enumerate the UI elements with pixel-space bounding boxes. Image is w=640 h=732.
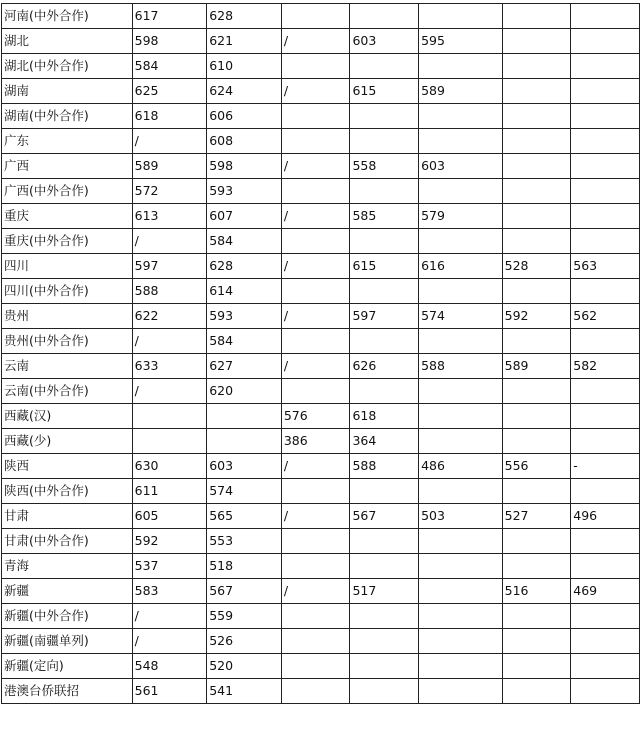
score-cell (281, 554, 350, 579)
table-row (2, 104, 640, 129)
score-cell: 574 (419, 304, 503, 329)
table-row (2, 79, 640, 104)
score-cell: / (281, 154, 350, 179)
score-cell (571, 154, 640, 179)
score-cell (502, 404, 571, 429)
score-cell (502, 104, 571, 129)
score-cell: 583 (132, 579, 207, 604)
table-row (2, 304, 640, 329)
table-row (2, 254, 640, 279)
score-cell (571, 179, 640, 204)
score-cell (350, 654, 419, 679)
table-row (2, 179, 640, 204)
score-cell: / (281, 454, 350, 479)
score-cell (350, 679, 419, 704)
score-cell (502, 29, 571, 54)
score-cell: 592 (502, 304, 571, 329)
table-row (2, 504, 640, 529)
score-cell: 553 (207, 529, 282, 554)
table-row (2, 279, 640, 304)
score-cell: 614 (207, 279, 282, 304)
table-row (2, 204, 640, 229)
score-cell: / (281, 254, 350, 279)
region-cell: 新疆 (2, 579, 133, 604)
score-cell (281, 529, 350, 554)
score-cell (350, 604, 419, 629)
score-cell: 626 (350, 354, 419, 379)
score-cell (571, 604, 640, 629)
region-cell: 新疆(南疆单列) (2, 629, 133, 654)
region-cell: 西藏(少) (2, 429, 133, 454)
score-cell: 469 (571, 579, 640, 604)
region-cell: 甘肃 (2, 504, 133, 529)
score-cell: 603 (350, 29, 419, 54)
score-cell: 582 (571, 354, 640, 379)
score-cell: 584 (207, 329, 282, 354)
region-cell: 重庆 (2, 204, 133, 229)
score-cell: 613 (132, 204, 207, 229)
score-cell: 630 (132, 454, 207, 479)
score-cell: 558 (350, 154, 419, 179)
score-cell: 593 (207, 304, 282, 329)
region-cell: 云南 (2, 354, 133, 379)
score-cell: 563 (571, 254, 640, 279)
score-cell: 593 (207, 179, 282, 204)
region-cell: 河南(中外合作) (2, 4, 133, 29)
table-row (2, 29, 640, 54)
score-cell: 620 (207, 379, 282, 404)
score-cell: / (281, 79, 350, 104)
table-row (2, 479, 640, 504)
score-cell (571, 104, 640, 129)
score-cell: 624 (207, 79, 282, 104)
score-cell: 615 (350, 254, 419, 279)
score-cell: / (281, 304, 350, 329)
score-cell (502, 429, 571, 454)
score-cell (132, 404, 207, 429)
score-cell: 607 (207, 204, 282, 229)
table-row (2, 404, 640, 429)
score-cell (281, 329, 350, 354)
score-cell (419, 129, 503, 154)
score-cell: 562 (571, 304, 640, 329)
score-cell (571, 129, 640, 154)
score-cell: 589 (419, 79, 503, 104)
table-row (2, 429, 640, 454)
score-cell: 567 (350, 504, 419, 529)
score-cell: / (132, 129, 207, 154)
score-table-body (2, 4, 640, 704)
table-row (2, 454, 640, 479)
region-cell: 湖南 (2, 79, 133, 104)
score-cell: 605 (132, 504, 207, 529)
score-cell: 386 (281, 429, 350, 454)
table-row (2, 329, 640, 354)
score-cell: 617 (132, 4, 207, 29)
score-cell (419, 579, 503, 604)
score-cell: 548 (132, 654, 207, 679)
score-cell (571, 279, 640, 304)
score-cell (502, 204, 571, 229)
score-cell (350, 129, 419, 154)
score-cell (281, 4, 350, 29)
score-cell (571, 654, 640, 679)
score-cell: 608 (207, 129, 282, 154)
score-cell (571, 479, 640, 504)
score-cell: 615 (350, 79, 419, 104)
score-cell: 579 (419, 204, 503, 229)
score-cell: 592 (132, 529, 207, 554)
region-cell: 甘肃(中外合作) (2, 529, 133, 554)
table-row (2, 679, 640, 704)
score-cell (502, 279, 571, 304)
score-cell (502, 154, 571, 179)
score-cell: 618 (350, 404, 419, 429)
score-cell (419, 429, 503, 454)
score-cell: / (132, 604, 207, 629)
table-row (2, 354, 640, 379)
score-cell (281, 679, 350, 704)
score-cell: / (281, 354, 350, 379)
table-row (2, 529, 640, 554)
region-cell: 四川(中外合作) (2, 279, 133, 304)
score-cell: 597 (350, 304, 419, 329)
table-row (2, 4, 640, 29)
score-cell: 589 (132, 154, 207, 179)
score-cell (281, 229, 350, 254)
region-cell: 重庆(中外合作) (2, 229, 133, 254)
score-cell: 588 (132, 279, 207, 304)
score-cell (350, 4, 419, 29)
score-cell: 561 (132, 679, 207, 704)
score-cell (502, 129, 571, 154)
score-cell (571, 4, 640, 29)
score-cell (350, 279, 419, 304)
region-cell: 陕西(中外合作) (2, 479, 133, 504)
score-cell (502, 379, 571, 404)
score-cell (571, 429, 640, 454)
score-cell (502, 654, 571, 679)
score-cell: 528 (502, 254, 571, 279)
score-cell: / (281, 504, 350, 529)
score-cell (350, 104, 419, 129)
score-cell (502, 679, 571, 704)
region-cell: 贵州 (2, 304, 133, 329)
score-cell (571, 679, 640, 704)
region-cell: 贵州(中外合作) (2, 329, 133, 354)
region-cell: 港澳台侨联招 (2, 679, 133, 704)
table-row (2, 54, 640, 79)
score-cell (419, 279, 503, 304)
score-cell (419, 4, 503, 29)
score-cell (571, 529, 640, 554)
score-cell (350, 529, 419, 554)
score-cell: 622 (132, 304, 207, 329)
score-cell: 556 (502, 454, 571, 479)
region-cell: 西藏(汉) (2, 404, 133, 429)
score-cell (281, 654, 350, 679)
table-row (2, 604, 640, 629)
score-cell (571, 329, 640, 354)
score-cell: 364 (350, 429, 419, 454)
region-cell: 湖北 (2, 29, 133, 54)
score-cell (419, 329, 503, 354)
score-cell: 574 (207, 479, 282, 504)
score-cell: 537 (132, 554, 207, 579)
score-cell: 496 (571, 504, 640, 529)
score-cell (571, 54, 640, 79)
score-cell: 526 (207, 629, 282, 654)
score-cell: 541 (207, 679, 282, 704)
score-cell: 518 (207, 554, 282, 579)
score-cell: 520 (207, 654, 282, 679)
region-cell: 青海 (2, 554, 133, 579)
score-cell (502, 79, 571, 104)
score-cell: 597 (132, 254, 207, 279)
score-cell (419, 54, 503, 79)
score-cell (502, 179, 571, 204)
score-cell (281, 379, 350, 404)
score-cell: 584 (132, 54, 207, 79)
score-cell: / (281, 204, 350, 229)
score-cell: - (571, 454, 640, 479)
score-cell: 585 (350, 204, 419, 229)
score-cell: 606 (207, 104, 282, 129)
score-cell: 627 (207, 354, 282, 379)
score-cell (350, 329, 419, 354)
score-cell (350, 179, 419, 204)
score-cell: 595 (419, 29, 503, 54)
score-cell: 559 (207, 604, 282, 629)
score-cell: 516 (502, 579, 571, 604)
score-cell (571, 204, 640, 229)
region-cell: 广东 (2, 129, 133, 154)
score-cell: 503 (419, 504, 503, 529)
score-cell (281, 629, 350, 654)
score-cell (281, 54, 350, 79)
table-row (2, 129, 640, 154)
score-cell: 565 (207, 504, 282, 529)
score-cell: 628 (207, 254, 282, 279)
score-cell (502, 229, 571, 254)
score-cell (502, 54, 571, 79)
table-row (2, 379, 640, 404)
score-cell (571, 229, 640, 254)
score-cell (571, 79, 640, 104)
score-cell (571, 554, 640, 579)
score-cell (571, 629, 640, 654)
score-cell: / (132, 629, 207, 654)
score-cell (419, 404, 503, 429)
table-row (2, 229, 640, 254)
table-row (2, 654, 640, 679)
region-cell: 新疆(定向) (2, 654, 133, 679)
score-cell: 584 (207, 229, 282, 254)
score-cell: 567 (207, 579, 282, 604)
score-cell (350, 554, 419, 579)
score-cell (419, 679, 503, 704)
score-cell (419, 554, 503, 579)
score-cell: 589 (502, 354, 571, 379)
score-cell (350, 479, 419, 504)
score-cell (281, 104, 350, 129)
table-row (2, 554, 640, 579)
score-cell: 633 (132, 354, 207, 379)
score-cell (502, 329, 571, 354)
score-cell (419, 604, 503, 629)
score-cell (419, 629, 503, 654)
score-cell (350, 229, 419, 254)
score-cell (207, 429, 282, 454)
score-cell (350, 379, 419, 404)
table-row (2, 629, 640, 654)
score-cell (281, 604, 350, 629)
score-cell (419, 179, 503, 204)
score-cell (281, 479, 350, 504)
score-cell (502, 529, 571, 554)
score-cell: 576 (281, 404, 350, 429)
score-cell: 598 (132, 29, 207, 54)
score-cell (419, 654, 503, 679)
score-cell: 618 (132, 104, 207, 129)
score-cell: 527 (502, 504, 571, 529)
score-cell: 611 (132, 479, 207, 504)
score-cell: 588 (419, 354, 503, 379)
score-cell: 616 (419, 254, 503, 279)
score-cell (350, 54, 419, 79)
score-cell: / (132, 229, 207, 254)
score-cell: 603 (419, 154, 503, 179)
table-row (2, 579, 640, 604)
region-cell: 广西(中外合作) (2, 179, 133, 204)
score-cell: 598 (207, 154, 282, 179)
region-cell: 广西 (2, 154, 133, 179)
region-cell: 四川 (2, 254, 133, 279)
region-cell: 陕西 (2, 454, 133, 479)
score-cell (281, 129, 350, 154)
score-cell: 603 (207, 454, 282, 479)
score-cell (502, 479, 571, 504)
score-cell (419, 379, 503, 404)
score-cell: / (281, 579, 350, 604)
score-cell (502, 604, 571, 629)
score-cell (207, 404, 282, 429)
region-cell: 湖北(中外合作) (2, 54, 133, 79)
score-table (1, 3, 640, 704)
score-cell (419, 529, 503, 554)
score-cell: 625 (132, 79, 207, 104)
score-cell (419, 229, 503, 254)
region-cell: 新疆(中外合作) (2, 604, 133, 629)
score-cell (419, 104, 503, 129)
table-row (2, 154, 640, 179)
score-cell (571, 404, 640, 429)
score-cell (502, 629, 571, 654)
score-cell: 486 (419, 454, 503, 479)
score-cell: / (281, 29, 350, 54)
score-cell: 572 (132, 179, 207, 204)
score-cell (281, 179, 350, 204)
score-cell: 610 (207, 54, 282, 79)
region-cell: 湖南(中外合作) (2, 104, 133, 129)
score-cell (502, 4, 571, 29)
region-cell: 云南(中外合作) (2, 379, 133, 404)
score-cell: 628 (207, 4, 282, 29)
score-cell: / (132, 379, 207, 404)
score-cell: / (132, 329, 207, 354)
score-cell (571, 29, 640, 54)
score-cell (419, 479, 503, 504)
score-cell (350, 629, 419, 654)
score-cell (571, 379, 640, 404)
score-cell: 621 (207, 29, 282, 54)
score-cell: 517 (350, 579, 419, 604)
score-cell (502, 554, 571, 579)
score-cell: 588 (350, 454, 419, 479)
score-cell (132, 429, 207, 454)
score-cell (281, 279, 350, 304)
